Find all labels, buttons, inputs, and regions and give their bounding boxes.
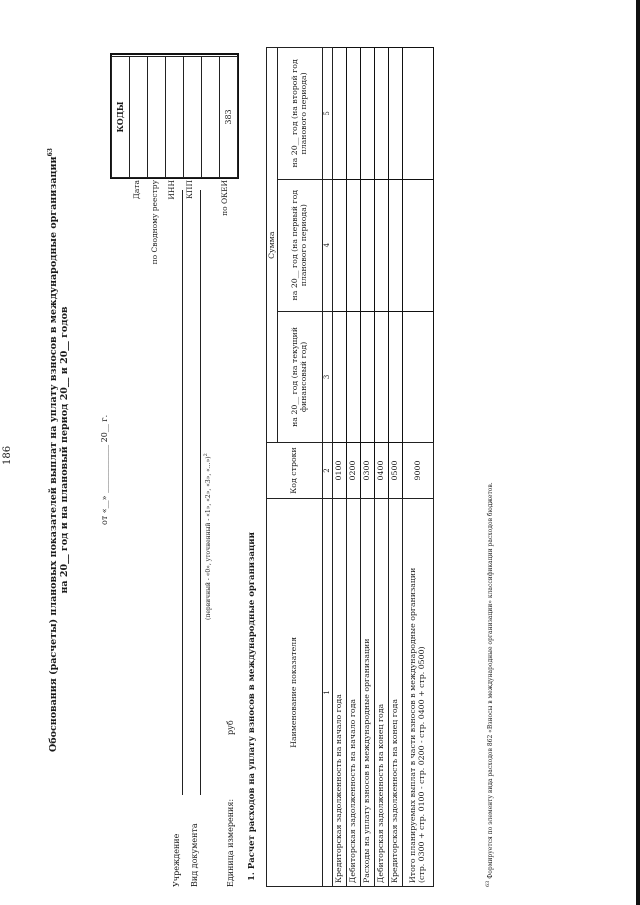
total-cell-year3[interactable] xyxy=(403,48,434,180)
row-cell-year1[interactable] xyxy=(361,311,375,443)
page-number: 186 xyxy=(2,445,13,465)
doc-type-hint-text: (первичный - «0», уточненный - «1», «2», «3», «...») xyxy=(205,456,212,620)
row-code: 0400 xyxy=(375,443,389,498)
table-row xyxy=(361,48,375,887)
row-code: 0200 xyxy=(347,443,361,498)
doc-type-label: Вид документа xyxy=(190,823,199,887)
footnote-text: Формируется по элементу вида расходов 862 «Взносы в международные организации» классификации расходов бюджетов. xyxy=(487,482,494,879)
institution-line[interactable] xyxy=(182,190,183,795)
unit-value: руб xyxy=(226,720,235,735)
total-code: 9000 xyxy=(403,443,434,498)
table-row xyxy=(389,48,403,887)
codes-value-kpp[interactable] xyxy=(184,57,202,178)
header-code: Код строки xyxy=(267,443,323,498)
row-name: Расходы на уплату взносов в международные организации xyxy=(361,498,375,886)
row-cell-year3[interactable] xyxy=(361,48,375,180)
row-code: 0500 xyxy=(389,443,403,498)
total-cell-year2[interactable] xyxy=(403,179,434,311)
section-title: 1. Расчет расходов на уплату взносов в международные организации xyxy=(247,532,257,881)
row-cell-year3[interactable] xyxy=(389,48,403,180)
title-footnote-ref: 63 xyxy=(47,148,54,157)
row-code: 0100 xyxy=(333,443,347,498)
total-name xyxy=(403,498,434,886)
row-cell-year2[interactable] xyxy=(361,179,375,311)
doc-type-hint xyxy=(204,453,213,620)
codes-label-registry: по Сводному реестру xyxy=(149,180,159,265)
codes-value-registry[interactable] xyxy=(148,57,166,178)
row-cell-year1[interactable] xyxy=(347,311,361,443)
codes-label-okei: по ОКЕИ xyxy=(219,180,229,216)
row-cell-year3[interactable] xyxy=(347,48,361,180)
codes-label-date: Дата xyxy=(132,180,141,200)
codes-table xyxy=(111,56,238,178)
col-number-1: 1 xyxy=(323,498,333,886)
doc-type-line[interactable] xyxy=(200,190,201,795)
row-cell-year2[interactable] xyxy=(375,179,389,311)
row-name: Кредиторская задолженность на конец года xyxy=(389,498,403,886)
row-code: 0300 xyxy=(361,443,375,498)
row-cell-year3[interactable] xyxy=(333,48,347,180)
codes-labels xyxy=(128,180,233,285)
footnote-ref: 63 xyxy=(485,880,491,887)
table-row xyxy=(375,48,389,887)
codes-label-kpp: КПП xyxy=(184,180,194,199)
row-cell-year3[interactable] xyxy=(375,48,389,180)
doc-type-hint-ref: 2 xyxy=(203,453,209,457)
codes-value-blank[interactable] xyxy=(202,57,220,178)
col-number-4: 4 xyxy=(323,179,333,311)
calc-table xyxy=(266,47,434,887)
row-cell-year1[interactable] xyxy=(389,311,403,443)
col-number-3: 3 xyxy=(323,311,333,443)
row-cell-year1[interactable] xyxy=(375,311,389,443)
form-title xyxy=(48,85,71,815)
total-name-line1: Итого планируемых выплат в части взносов в международные организации xyxy=(408,567,418,883)
table-row-total xyxy=(403,48,434,887)
row-name: Кредиторская задолженность на начало года xyxy=(333,498,347,886)
unit-label: Единица измерения: xyxy=(226,798,235,887)
header-year2: на 20__ год (на первый год планового периода) xyxy=(278,179,323,311)
header-sum: Сумма xyxy=(267,48,278,443)
row-cell-year1[interactable] xyxy=(333,311,347,443)
footnote xyxy=(486,482,495,887)
codes-label-inn: ИНН xyxy=(167,180,176,200)
form-title-line1: Обоснования (расчеты) плановых показателей выплат на уплату взносов в международные организации xyxy=(48,156,60,752)
table-row xyxy=(347,48,361,887)
row-name: Дебиторская задолженность на конец года xyxy=(375,498,389,886)
codes-value-date[interactable] xyxy=(130,57,148,178)
codes-value-okei[interactable]: 383 xyxy=(220,57,238,178)
row-name: Дебиторская задолженность на начало года xyxy=(347,498,361,886)
header-name: Наименование показателя xyxy=(267,498,323,886)
col-number-2: 2 xyxy=(323,443,333,498)
total-name-line2: (стр. 0300 + стр. 0100 - стр. 0200 - стр. 0400 + стр. 0500) xyxy=(417,646,426,883)
row-cell-year2[interactable] xyxy=(389,179,403,311)
codes-header: КОДЫ xyxy=(112,57,130,178)
form-title-line2: на 20__ год и на плановый период 20__ и 20__ годов xyxy=(59,306,71,594)
codes-value-inn[interactable] xyxy=(166,57,184,178)
institution-label: Учреждение xyxy=(172,833,181,887)
total-cell-year1[interactable] xyxy=(403,311,434,443)
row-cell-year2[interactable] xyxy=(347,179,361,311)
header-year1: на 20__ год (на текущий финансовый год) xyxy=(278,311,323,443)
col-number-5: 5 xyxy=(323,48,333,180)
header-year3: на 20__ год (на второй год планового периода) xyxy=(278,48,323,180)
row-cell-year2[interactable] xyxy=(333,179,347,311)
date-line: от «__» ____________ 20__ г. xyxy=(100,414,109,525)
table-row xyxy=(333,48,347,887)
